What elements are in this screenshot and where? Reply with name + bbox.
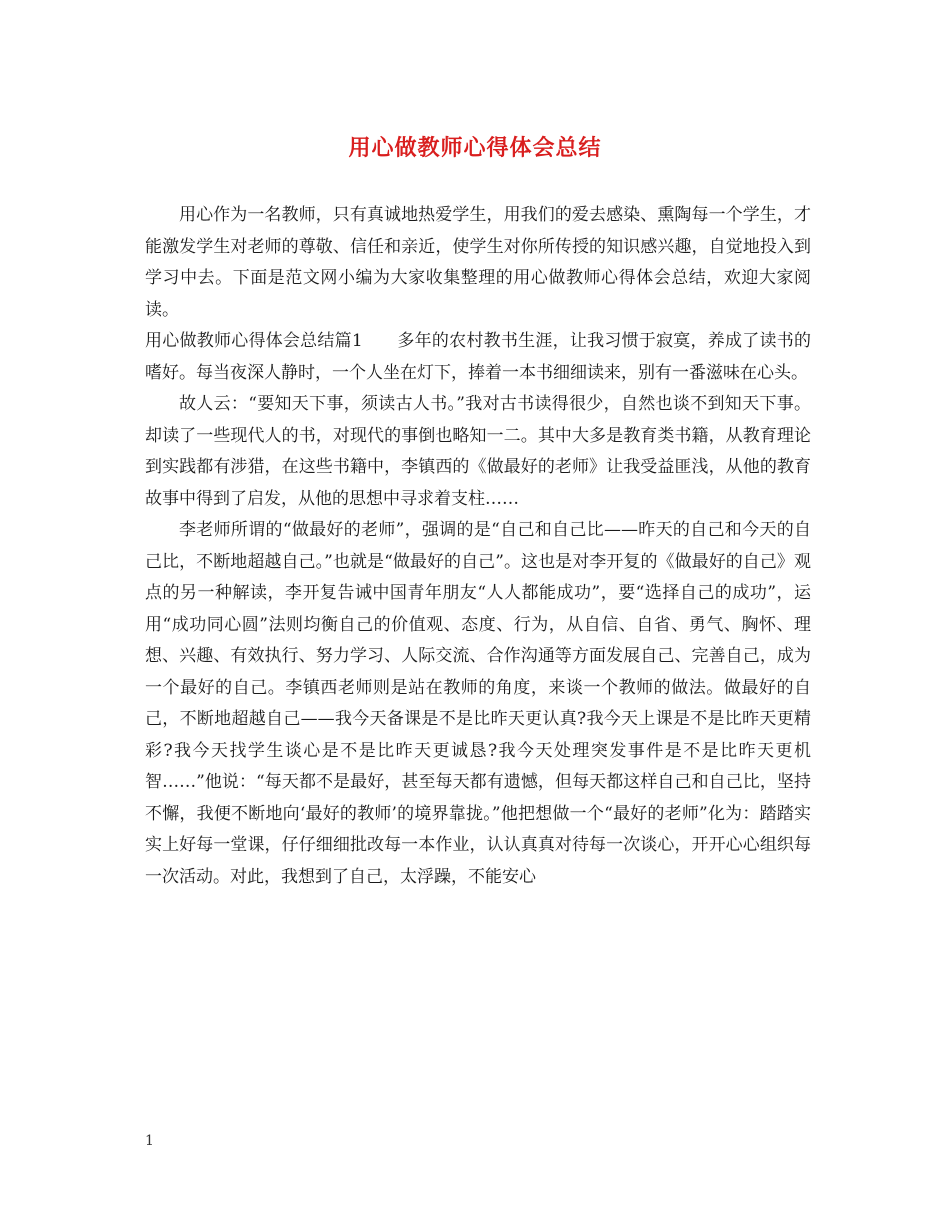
- document-title: 用心做教师心得体会总结: [348, 135, 602, 161]
- document-body: [145, 200, 811, 893]
- paragraph-section-heading: 用心做教师心得体会总结篇1 多年的农村教书生涯，让我习惯于寂寞，养成了读书的嗜好。每当夜深人静时，一个人坐在灯下，捧着一本书细细读来，别有一番滋味在心头。: [145, 331, 811, 383]
- paragraph-ancient-saying: 故人云：“要知天下事，须读古人书。”我对古书读得很少，自然也谈不到知天下事。却读了一些现代人的书，对现代的事倒也略知一二。其中大多是教育类书籍，从教育理论到实践都有涉猎，在这些书籍中，李镇西的《做最好的老师》让我受益匪浅，从他的教育故事中得到了启发，从他的思想中寻求着支柱……: [145, 394, 811, 509]
- page-number: 1: [145, 1133, 154, 1149]
- paragraph-best-teacher: 李老师所谓的“做最好的老师”，强调的是“自己和自己比——昨天的自己和今天的自己比，不断地超越自己。”也就是“做最好的自己”。这也是对李开复的《做最好的自己》观点的另一种解读，李开复告诫中国青年朋友“人人都能成功”，要“选择自己的成功”，运用“成功同心圆”法则均衡自己的价值观、态度、行为，从自信、自省、勇气、胸怀、理想、兴趣、有效执行、努力学习、人际交流、合作沟通等方面发展自己、完善自己，成为一个最好的自己。李镇西老师则是站在教师的角度，来谈一个教师的做法。做最好的自己，不断地超越自己——我今天备课是不是比昨天更认真?我今天上课是不是比昨天更精彩?我今天找学生谈心是不是比昨天更诚恳?我今天处理突发事件是不是比昨天更机智……”他说：“每天都不是最好，甚至每天都有遗憾，但每天都这样自己和自己比，坚持不懈，我便不断地向‘最好的教师’的境界靠拢。”他把想做一个“最好的老师”化为：踏踏实实上好每一堂课，仔仔细细批改每一本作业，认认真真对待每一次谈心，开开心心组织每一次活动。对此，我想到了自己，太浮躁，不能安心: [145, 520, 811, 887]
- paragraph-intro: 用心作为一名教师，只有真诚地热爱学生，用我们的爱去感染、熏陶每一个学生，才能激发学生对老师的尊敬、信任和亲近，使学生对你所传授的知识感兴趣，自觉地投入到学习中去。下面是范文网小编为大家收集整理的用心做教师心得体会总结，欢迎大家阅读。: [145, 205, 811, 320]
